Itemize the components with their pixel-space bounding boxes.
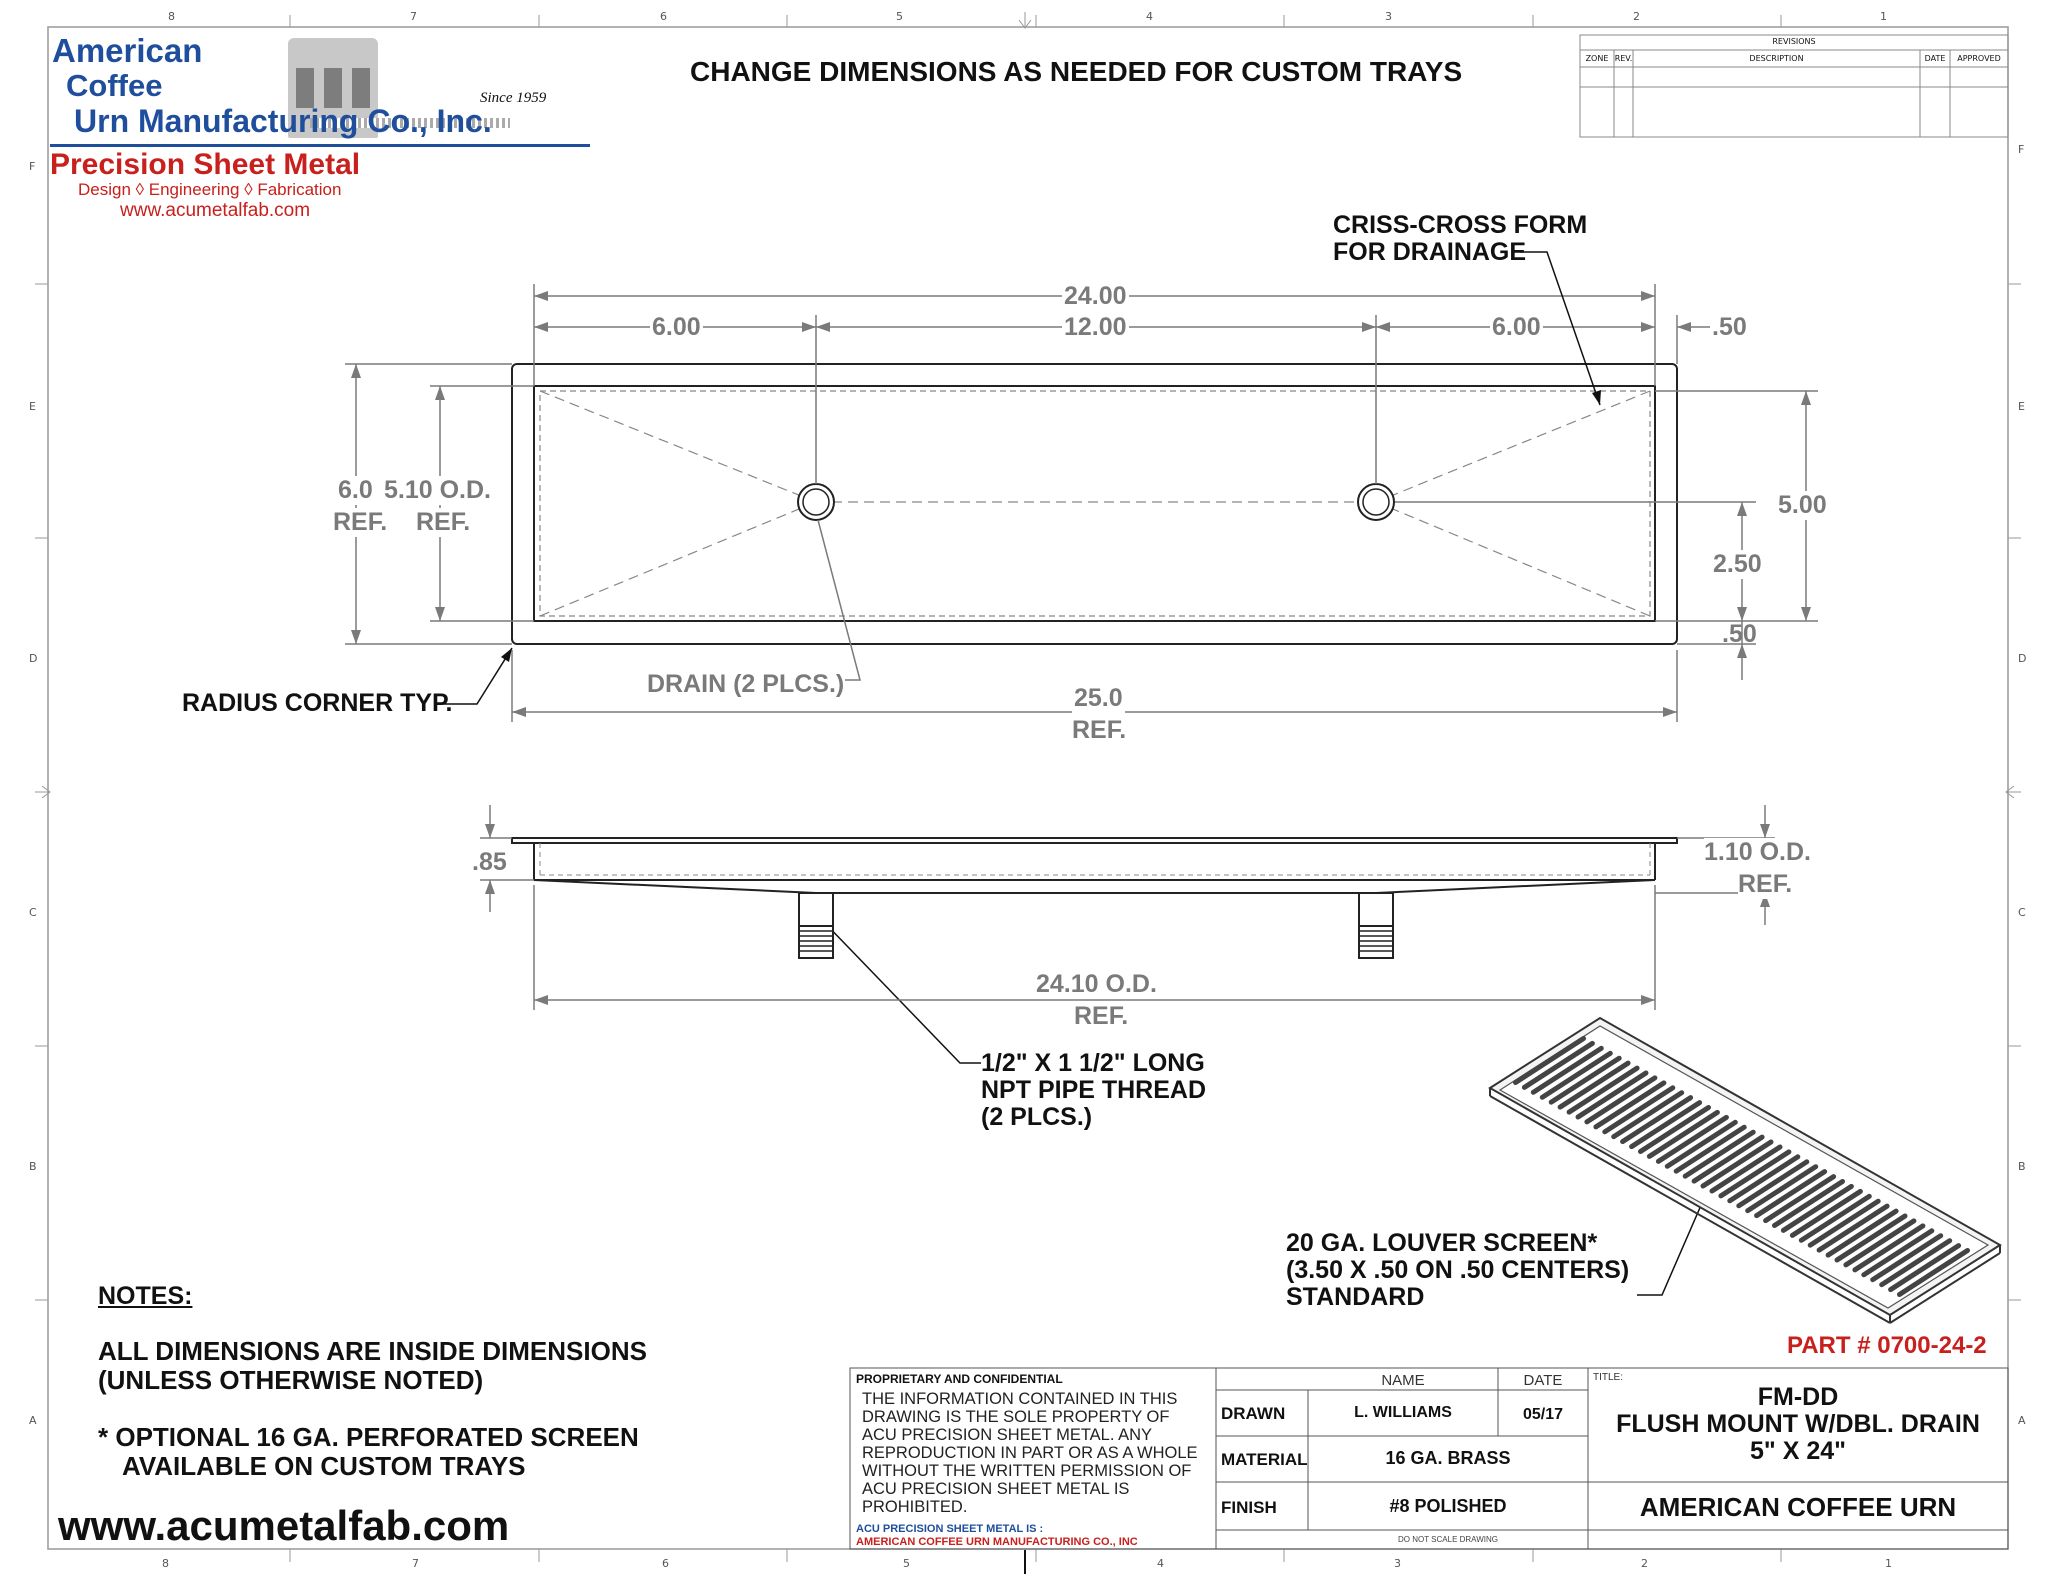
dim-height-5: 5.00 [1778,491,1827,519]
dim-ref-6: 6.0 [338,476,373,504]
zone-side-left-b: B [29,1160,37,1173]
zone-side-right-f: F [2018,143,2025,156]
logo-line-american: American [52,32,203,69]
tray-inner-hidden [540,391,1650,616]
zone-bottom-8: 8 [162,1557,169,1570]
top-view-dimensions [345,284,1818,722]
revisions-col-rev: REV. [1614,54,1633,63]
criss-cross-lines [540,391,1650,616]
tb-title-label: TITLE: [1593,1372,1624,1383]
tb-title-line-1: FM-DD [1757,1383,1839,1411]
pipe-left [799,893,833,926]
tb-drawn-date: 05/17 [1522,1406,1564,1423]
revisions-title: REVISIONS [1772,37,1816,46]
top-view [512,364,1677,644]
tb-material-value: 16 GA. BRASS [1385,1448,1511,1468]
tb-title-line-3: 5" X 24" [1750,1437,1846,1465]
part-number: PART # 0700-24-2 [1787,1332,1987,1359]
logo-services: Design ◊ Engineering ◊ Fabrication [78,180,342,199]
revisions-col-zone: ZONE [1585,54,1609,63]
note-2-line-2: AVAILABLE ON CUSTOM TRAYS [122,1451,526,1481]
tb-acu-line-2: AMERICAN COFFEE URN MANUFACTURING CO., INC [856,1536,1138,1548]
logo-tagline: Precision Sheet Metal [50,148,361,181]
label-criss-cross-2: FOR DRAINAGE [1333,238,1527,266]
tb-name-header: NAME [1381,1372,1425,1389]
zone-side-right-e: E [2018,400,2025,413]
tb-title-line-2: FLUSH MOUNT W/DBL. DRAIN [1616,1410,1980,1438]
dim-overall-25: 25.0 [1074,684,1123,712]
dim-od-510-ref: REF. [416,508,471,536]
tb-drawn-name: L. WILLIAMS [1354,1404,1452,1421]
tb-proprietary-heading: PROPRIETARY AND CONFIDENTIAL [856,1372,1063,1386]
label-criss-cross-1: CRISS-CROSS FORM [1333,211,1588,239]
zone-side-left-c: C [29,906,37,919]
label-pipe-3: (2 PLCS.) [981,1103,1093,1131]
logo-line-urn: Urn Manufacturing Co., Inc. [74,103,492,139]
zone-side-left-f: F [29,160,36,173]
zone-top-5: 5 [896,10,903,23]
dim-left-6: 6.00 [652,313,701,341]
label-drain: DRAIN (2 PLCS.) [647,670,845,698]
note-1-line-2: (UNLESS OTHERWISE NOTED) [98,1365,484,1395]
zone-bottom-1: 1 [1885,1557,1892,1570]
footer-url[interactable]: www.acumetalfab.com [58,1502,510,1549]
tb-finish-label: FINISH [1221,1498,1277,1517]
tray-outline-outer [512,364,1677,644]
company-logo [50,30,590,225]
tb-drawn-label: DRAWN [1221,1404,1286,1423]
label-pipe-2: NPT PIPE THREAD [981,1076,1207,1104]
dim-overall-24: 24.00 [1064,282,1127,310]
notes-heading: NOTES: [98,1282,193,1310]
logo-since: Since 1959 [480,90,547,106]
page-title: CHANGE DIMENSIONS AS NEEDED FOR CUSTOM TRAYS [690,56,1463,87]
zone-side-right-a: A [2018,1414,2026,1427]
zone-side-right-d: D [2018,652,2027,665]
dim-half-250: 2.50 [1713,550,1762,578]
tb-acu-line-1: ACU PRECISION SHEET METAL IS : [856,1523,1044,1535]
zone-bottom-6: 6 [662,1557,669,1570]
side-view [512,838,1677,958]
zone-top-2: 2 [1633,10,1640,23]
dim-od-length-ref: REF. [1074,1002,1129,1030]
zone-top-7: 7 [410,10,417,23]
tb-date-header: DATE [1523,1372,1563,1389]
label-radius-corner: RADIUS CORNER TYP. [182,689,453,717]
dim-flange-50: .50 [1712,313,1747,341]
dim-od-depth-ref: REF. [1738,870,1793,898]
zone-bottom-3: 3 [1394,1557,1401,1570]
side-flange [512,838,1677,843]
tb-material-label: MATERIAL [1221,1450,1308,1469]
drawing-border [48,27,2008,1549]
revisions-col-approved: APPROVED [1957,54,2001,63]
tb-finish-value: #8 POLISHED [1389,1496,1507,1516]
tb-proprietary-text: THE INFORMATION CONTAINED IN THIS DRAWING IS THE SOLE PROPERTY OF ACU PRECISION SHEET METAL. ANY REPRODUCTION IN PART OR AS A WHOLE WITHOUT THE WRITTEN PERMISSION OF ACU PRECISION SHEET METAL IS PROHIBITED. [862,1390,1198,1516]
zone-bottom-2: 2 [1641,1557,1648,1570]
label-screen-2: (3.50 X .50 ON .50 CENTERS) [1286,1256,1630,1284]
zone-top-4: 4 [1146,10,1153,23]
zone-side-right-b: B [2018,1160,2026,1173]
note-2-line-1: * OPTIONAL 16 GA. PERFORATED SCREEN [98,1422,639,1452]
zone-side-left-d: D [29,652,38,665]
logo-line-coffee: Coffee [66,68,163,103]
zone-top-6: 6 [660,10,667,23]
revision-table [1580,35,2008,137]
zone-bottom-7: 7 [412,1557,419,1570]
center-mark-top [1019,12,1031,28]
zone-bottom-5: 5 [903,1557,910,1570]
zone-bottom-4: 4 [1157,1557,1164,1570]
zone-top-8: 8 [168,10,175,23]
tb-do-not-scale: DO NOT SCALE DRAWING [1397,1535,1498,1544]
dim-overall-25-ref: REF. [1072,716,1127,744]
zone-side-left-a: A [29,1414,37,1427]
zone-side-left-e: E [29,400,36,413]
revisions-col-description: DESCRIPTION [1749,54,1804,63]
zone-top-1: 1 [1880,10,1887,23]
leaders-black [440,252,1716,1295]
zone-top-3: 3 [1385,10,1392,23]
dim-od-510: 5.10 O.D. [384,476,491,504]
label-screen-1: 20 GA. LOUVER SCREEN* [1286,1229,1598,1257]
tb-company: AMERICAN COFFEE URN [1639,1492,1957,1522]
dim-bottom-flange-50: .50 [1722,620,1757,648]
dim-center-12: 12.00 [1064,313,1127,341]
dim-od-depth: 1.10 O.D. [1704,838,1811,866]
dim-right-6: 6.00 [1492,313,1541,341]
dim-ref-6-ref: REF. [333,508,388,536]
logo-url: www.acumetalfab.com [120,200,311,221]
zone-side-right-c: C [2018,906,2026,919]
revisions-col-date: DATE [1924,54,1946,63]
dim-od-length: 24.10 O.D. [1036,970,1157,998]
dim-depth-85: .85 [472,848,507,876]
tray-outline-inner [534,386,1655,621]
label-pipe-1: 1/2" X 1 1/2" LONG [981,1049,1205,1077]
label-screen-3: STANDARD [1286,1283,1425,1311]
zone-ticks [35,15,2021,1562]
pipe-right [1359,893,1393,926]
note-1-line-1: ALL DIMENSIONS ARE INSIDE DIMENSIONS [98,1336,647,1366]
